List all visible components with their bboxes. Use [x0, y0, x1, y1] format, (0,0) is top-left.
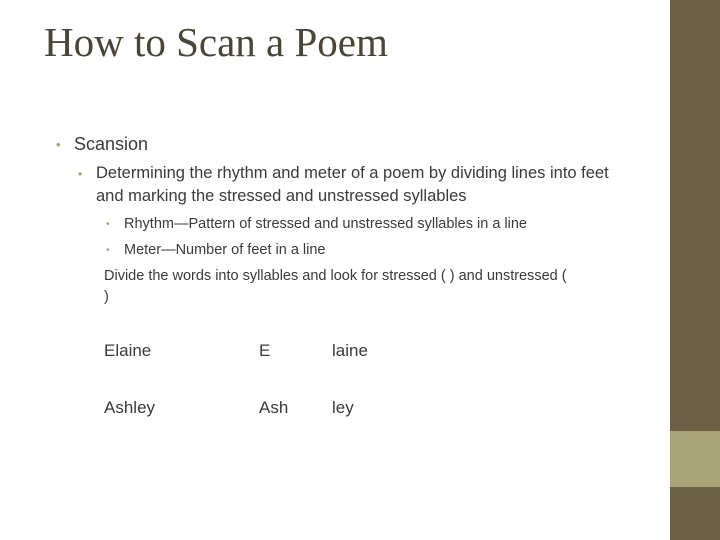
bullet-dot-icon: •: [56, 137, 61, 152]
bullet-dot-icon: •: [78, 167, 83, 181]
example-syllable-2-ashley: ley: [332, 398, 354, 417]
example-syllable-1-ashley: Ash: [259, 398, 289, 417]
bullet-text: Scansion: [74, 134, 149, 154]
bullet-scansion: [56, 132, 148, 156]
instruction-text: Divide the words into syllables and look for stressed ( ) and unstressed ( ): [104, 268, 567, 305]
bullet-definition: [78, 162, 636, 208]
bullet-text: Meter—Number of feet in a line: [124, 242, 326, 258]
example-word-elaine: Elaine: [104, 341, 152, 360]
decorative-sidebar: [666, 0, 720, 540]
bullet-rhythm: [106, 214, 527, 234]
sidebar-divider: [666, 0, 670, 540]
slide-title: How to Scan a Poem: [44, 19, 388, 65]
sidebar-dark-block: [666, 0, 720, 431]
bullet-text: Rhythm—Pattern of stressed and unstressed syllables in a line: [124, 216, 527, 232]
bullet-meter: [106, 240, 325, 260]
bullet-text: Determining the rhythm and meter of a poem by dividing lines into feet and marking the stressed and unstressed syllables: [96, 164, 609, 205]
bullet-dot-icon: •: [106, 219, 110, 230]
example-syllable-2-elaine: laine: [332, 341, 368, 360]
sidebar-dark-bottom-block: [666, 487, 720, 540]
example-syllable-1-elaine: E: [259, 341, 271, 360]
example-word-ashley: Ashley: [104, 398, 156, 417]
sidebar-accent-block: [666, 431, 720, 487]
bullet-dot-icon: •: [106, 245, 110, 256]
